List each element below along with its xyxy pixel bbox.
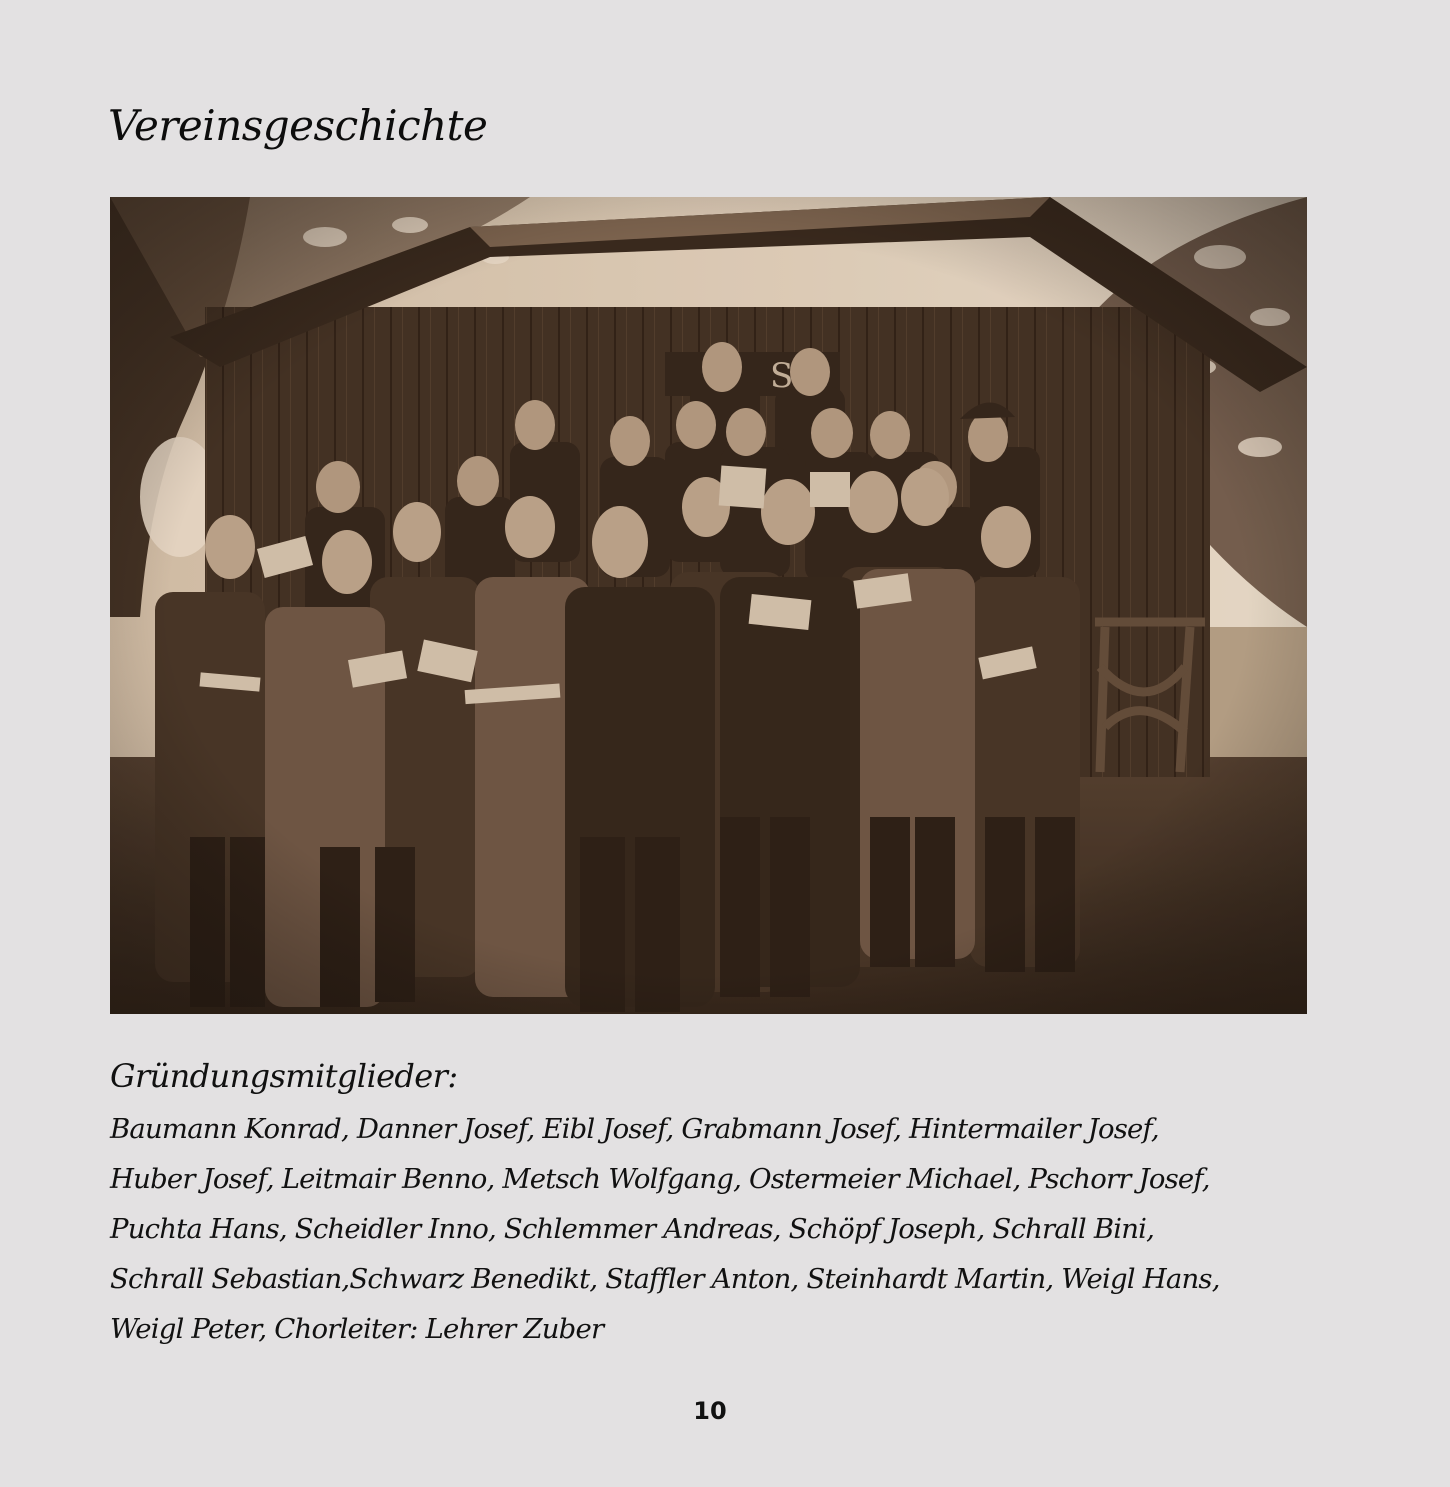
- caption: [110, 1048, 1330, 1354]
- member-list-line: Schrall Sebastian,Schwarz Benedikt, Staffler Anton, Steinhardt Martin, Weigl Hans,: [110, 1263, 1220, 1295]
- member-list-line: Puchta Hans, Scheidler Inno, Schlemmer Andreas, Schöpf Joseph, Schrall Bini,: [110, 1213, 1155, 1245]
- member-list-line: Baumann Konrad, Danner Josef, Eibl Josef, Grabmann Josef, Hintermailer Josef,: [110, 1113, 1159, 1145]
- historic-group-photo: [110, 197, 1307, 1014]
- caption-heading: Gründungsmitglieder:: [110, 1057, 458, 1095]
- member-list-line: Weigl Peter, Chorleiter: Lehrer Zuber: [110, 1313, 604, 1345]
- page-title: Vereinsgeschichte: [108, 101, 488, 150]
- page-number: 10: [693, 1397, 727, 1425]
- member-list-line: Huber Josef, Leitmair Benno, Metsch Wolfgang, Ostermeier Michael, Pschorr Josef,: [110, 1163, 1210, 1195]
